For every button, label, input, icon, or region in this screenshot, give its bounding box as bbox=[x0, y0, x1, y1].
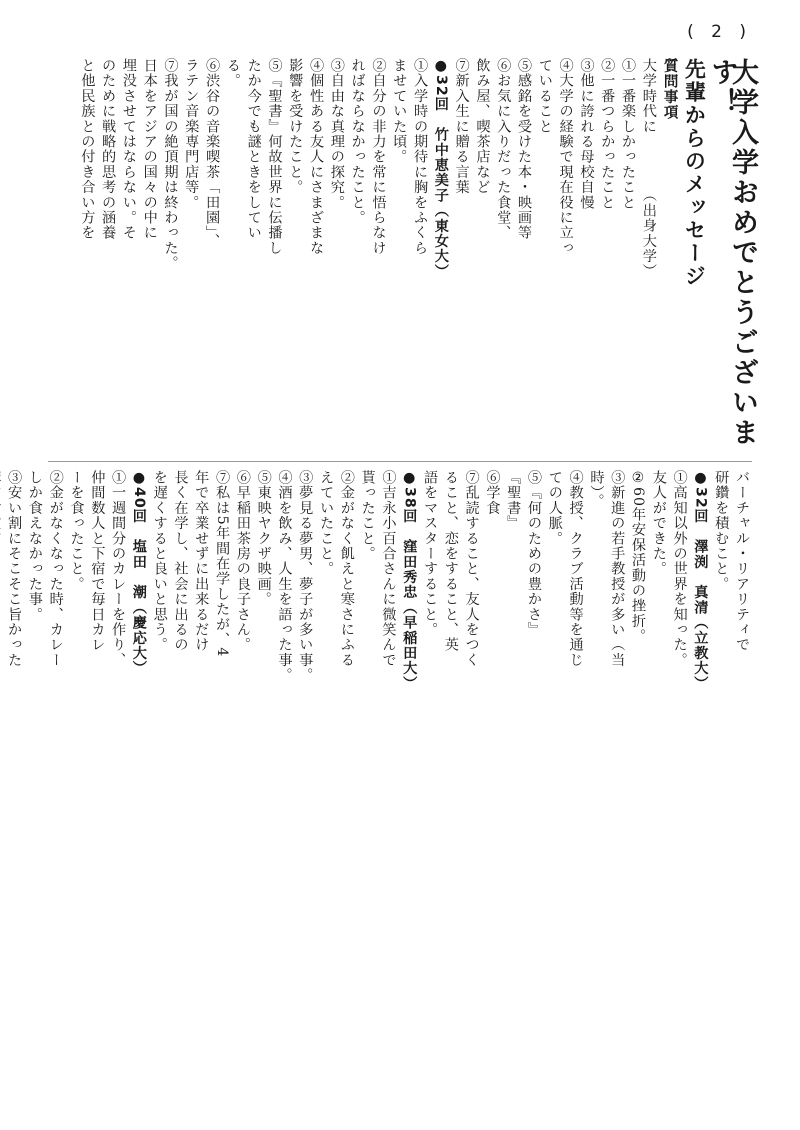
text-line: ③他に誇れる母校自慢 bbox=[578, 58, 595, 210]
section-heading: 先輩からのメッセージ bbox=[682, 58, 707, 288]
page-number: ( 2 ) bbox=[687, 22, 752, 42]
text-line: ての人脈。 bbox=[546, 470, 563, 546]
text-line: ⑥渋谷の音楽喫茶「田園」、 bbox=[204, 58, 221, 249]
text-line: ーを食ったこと。 bbox=[68, 470, 85, 592]
article-upper-band bbox=[48, 58, 758, 453]
text-line: ④個性ある友人にさまざまな bbox=[308, 58, 325, 256]
text-line: 大学時代に （出身大学） bbox=[640, 58, 657, 279]
text-line: 影響を受けたこと。 bbox=[287, 58, 304, 195]
text-line: 仲間数人と下宿で毎日カレ bbox=[89, 470, 106, 653]
text-line: 研鑽を積むこと。 bbox=[713, 470, 730, 592]
contributor-profile: ●32回 竹中恵美子（東女大） bbox=[432, 58, 449, 280]
text-line: 語をマスターすること。 bbox=[422, 470, 439, 638]
text-line: ①一週間分のカレーを作り、 bbox=[110, 470, 127, 668]
text-line: ラテン音楽専門店等。 bbox=[183, 58, 200, 210]
text-line: ること、恋をすること、英 bbox=[442, 470, 459, 653]
text-line: しか食えなかった事。 bbox=[26, 470, 43, 622]
text-line: ④教授、クラブ活動等を通じ bbox=[567, 470, 584, 668]
text-line: 貰ったこと。 bbox=[359, 470, 376, 562]
text-line: ②60年安保活動の挫折。 bbox=[630, 470, 647, 644]
text-line: 埋没させてはならない。そ bbox=[120, 58, 137, 241]
text-line: ②金がなくなった時、カレー bbox=[47, 470, 64, 668]
text-line: ②金がなく飢えと寒さにふる bbox=[338, 470, 355, 668]
text-line: る。 bbox=[224, 58, 241, 89]
contributor-profile: ●32回 澤渕 真清（立教大） bbox=[692, 470, 709, 692]
text-line: ⑦私は5年間在学したが、4 bbox=[214, 470, 231, 658]
text-line: ④酒を飲み、人生を語った事。 bbox=[276, 470, 293, 683]
band-divider bbox=[48, 461, 752, 462]
text-line: ③安い割にそこそこ旨かった bbox=[6, 470, 23, 668]
text-line: ⑤『聖書』何故世界に伝播し bbox=[266, 58, 283, 256]
text-line: のために戦略的思考の涵養 bbox=[100, 58, 117, 241]
text-line: ⑦我が国の絶頂期は終わった。 bbox=[162, 58, 179, 271]
text-line: ①入学時の期待に胸をふくら bbox=[412, 58, 429, 256]
text-line: 友人ができた。 bbox=[650, 470, 667, 577]
text-line: ①一番楽しかったこと bbox=[620, 58, 637, 210]
text-line: ⑦新入生に贈る言葉 bbox=[453, 58, 470, 195]
text-line: ⑦乱読すること、友人をつく bbox=[463, 470, 480, 668]
text-line: ④大学の経験で現在役に立っ bbox=[557, 58, 574, 256]
questions-label: 質問事項 bbox=[661, 58, 678, 120]
text-line: ⑤『何のための豊かさ』 bbox=[526, 470, 543, 638]
text-line: たか今でも謎ときをしてい bbox=[245, 58, 262, 241]
text-line: ⑤感銘を受けた本・映画等 bbox=[516, 58, 533, 241]
text-line: バーチャル・リアリティで bbox=[734, 470, 750, 653]
contributor-profile: ●40回 塩田 潮（慶応大） bbox=[130, 470, 147, 676]
text-line: ればならなかったこと。 bbox=[349, 58, 366, 226]
text-line: 日本をアジアの国々の中に bbox=[141, 58, 158, 241]
text-line: 長く在学し、社会に出るの bbox=[172, 470, 189, 653]
text-line: を遅くすると良いと思う。 bbox=[151, 470, 168, 653]
text-line: えていたこと。 bbox=[318, 470, 335, 577]
text-line: ⑤東映ヤクザ映画。 bbox=[255, 470, 272, 607]
text-line: ②一番つらかったこと bbox=[599, 58, 616, 210]
article-lower-band bbox=[6, 470, 752, 1085]
text-line: ①高知以外の世界を知った。 bbox=[671, 470, 688, 668]
text-line: ③自由な真理の探究。 bbox=[328, 58, 345, 210]
text-line: ③新進の若手教授が多い（当 bbox=[609, 470, 626, 668]
text-line: ⑥早稲田茶房の良子さん。 bbox=[234, 470, 251, 653]
text-line: ていること bbox=[536, 58, 553, 134]
text-line: ③夢見る夢男、夢子が多い事。 bbox=[297, 470, 314, 683]
text-line: ⑥お気に入りだった食堂、 bbox=[495, 58, 512, 241]
text-line: 飲み屋、喫茶店など bbox=[474, 58, 491, 195]
headline: 大学入学おめでとうございます！ bbox=[706, 58, 758, 448]
text-line: ①吉永小百合さんに微笑んで bbox=[380, 470, 397, 668]
text-line: と他民族との付き合い方を bbox=[79, 58, 96, 241]
text-line: 時）。 bbox=[588, 470, 605, 509]
text-line: ②自分の非力を常に悟らなけ bbox=[370, 58, 387, 256]
text-line: ⑥学食 bbox=[484, 470, 501, 516]
contributor-profile: ●38回 窪田秀忠（早稲田大） bbox=[401, 470, 418, 692]
text-line: ませていた頃。 bbox=[391, 58, 408, 165]
text-line: 年で卒業せずに出来るだけ bbox=[193, 470, 210, 653]
text-line: 『聖書』 bbox=[505, 470, 522, 531]
